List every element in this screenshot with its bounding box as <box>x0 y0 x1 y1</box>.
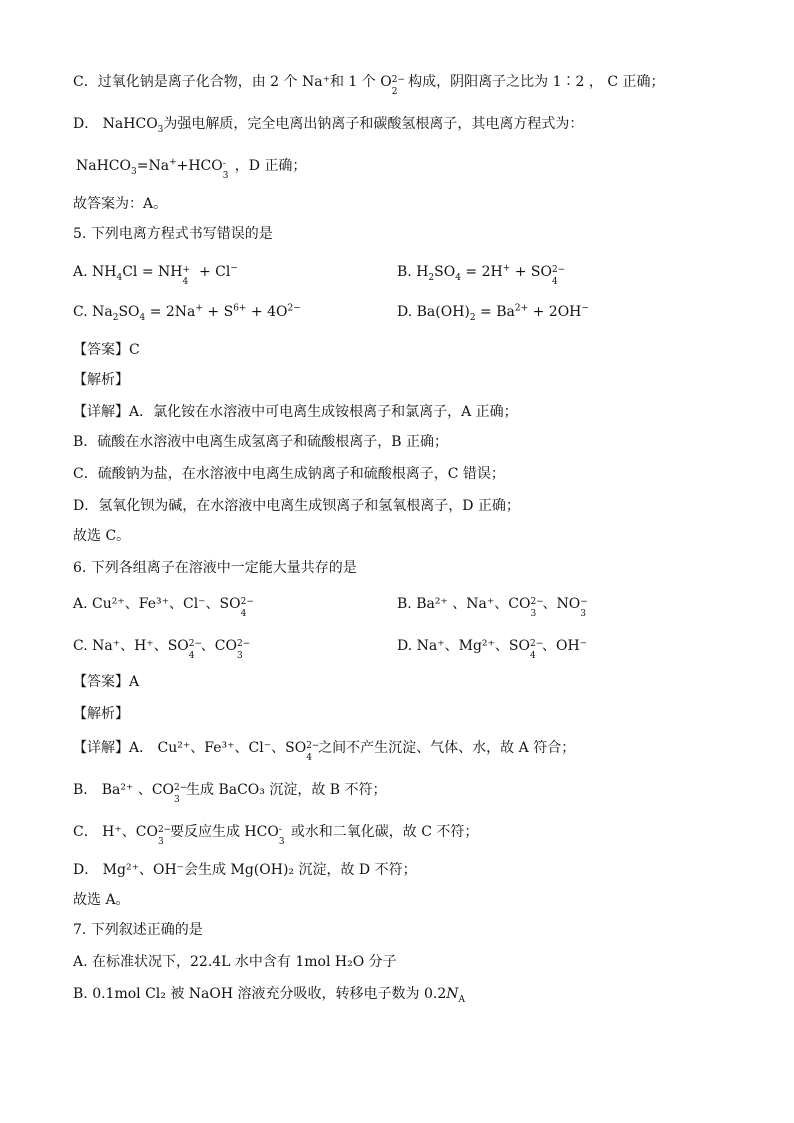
question-6-analysis-heading: 【解析】 <box>73 706 129 722</box>
question-6-option-d: D. Na⁺、Mg²⁺、SO 2− 4 、OH⁻ <box>397 638 588 661</box>
question-6-detail-a: 【详解】A． Cu²⁺、Fe³⁺、Cl⁻、SO 2− 4 之间不产生沉淀、气体、水，故 A 符合； <box>73 740 576 763</box>
question-7-option-a: A. 在标准状况下，22.4L 水中含有 1mol H₂O 分子 <box>73 954 397 970</box>
question-7-title: 7. 下列叙述正确的是 <box>73 922 203 938</box>
question-5-option-d: D. $Ba(OH)_2 = Ba^{2+} + 2OH^-$ <box>397 303 589 323</box>
option-c-explanation-line: C．过氧化钠是离子化合物，由 2 个 Na⁺和 1 个 O 2− 2 构成，阴阳离子之比为 1∶2 ， C 正确； <box>73 74 665 97</box>
question-6-title: 6. 下列各组离子在溶液中一定能大量共存的是 <box>73 560 357 576</box>
question-7-option-b: B. 0.1mol Cl₂ 被 NaOH 溶液充分吸收，转移电子数为 $0.2N_A$ <box>73 986 465 1005</box>
question-5-answer: 【答案】C <box>73 342 140 358</box>
question-5-detail-b: B．硫酸在水溶液中电离生成氢离子和硫酸根离子，B 正确； <box>73 434 449 450</box>
question-5-analysis-heading: 【解析】 <box>73 372 129 388</box>
question-6-detail-c: C． H⁺、CO 2− 3 要反应生成 HCO - 3 或水和二氧化碳，故 C 不符； <box>73 824 479 847</box>
question-5-option-c: C. $Na_2SO_4 = 2Na^+ + S^{6+} + 4O^{2-}$ <box>73 303 301 323</box>
question-5-conclusion: 故选 C。 <box>73 528 131 544</box>
question-6-option-c: C. Na⁺、H⁺、SO 2− 4 、CO 2− 3 <box>73 638 251 661</box>
question-5-detail-a: 【详解】A．氯化铵在水溶液中可电离生成铵根离子和氯离子，A 正确； <box>73 404 518 420</box>
ionization-equation-line: NaHCO$_3$=Na++HCO - 3 ，D 正确； <box>76 157 307 181</box>
question-6-answer: 【答案】A <box>73 674 140 690</box>
question-5-detail-d: D．氢氧化钡为碱，在水溶液中电离生成钡离子和氢氧根离子，D 正确； <box>73 498 520 514</box>
question-5-option-a: A. $NH_4Cl$ = NH + 4 + Cl− <box>73 263 238 287</box>
question-6-conclusion: 故选 A。 <box>73 892 130 908</box>
question-5-detail-c: C．硫酸钠为盐，在水溶液中电离生成钠离子和硫酸根离子，C 错误； <box>73 466 505 482</box>
question-6-detail-d: D． Mg²⁺、OH⁻会生成 Mg(OH)₂ 沉淀，故 D 不符； <box>73 862 417 878</box>
answer-line-4: 故答案为：A。 <box>73 196 168 212</box>
question-6-option-b: B. Ba²⁺ 、Na⁺、CO 2− 3 、NO − 3 <box>397 596 588 619</box>
question-5-title: 5. 下列电离方程式书写错误的是 <box>73 226 273 242</box>
question-5-option-b: B. $H_2SO_4 = 2H^+$ + SO 2− 4 <box>397 263 566 287</box>
question-6-option-a: A. Cu²⁺、Fe³⁺、Cl⁻、SO 2− 4 <box>73 596 254 619</box>
question-6-detail-b: B． Ba²⁺ 、CO 2− 3 生成 BaCO₃ 沉淀，故 B 不符； <box>73 782 387 805</box>
option-d-explanation-line: D． NaHCO$_3$为强电解质，完全电离出钠离子和碳酸氢根离子，其电离方程式为： <box>73 116 584 135</box>
